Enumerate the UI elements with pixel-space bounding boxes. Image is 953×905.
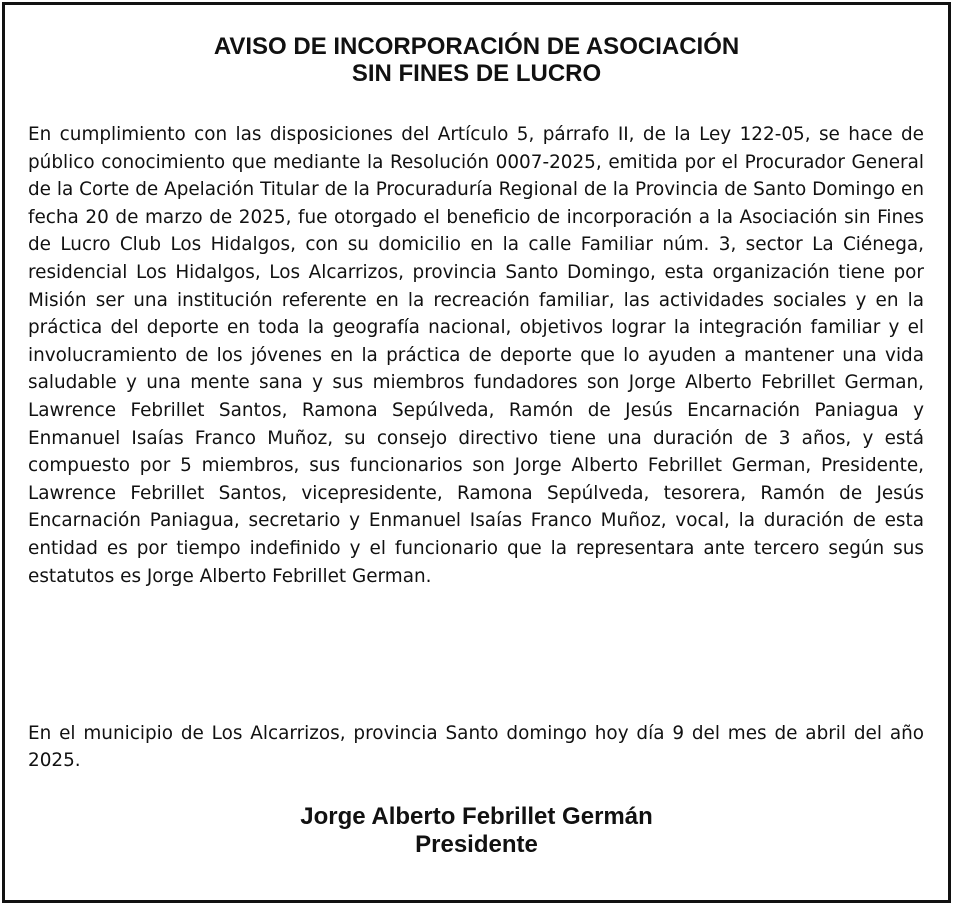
notice-box	[2, 2, 951, 903]
notice-title	[5, 33, 948, 87]
signature-block	[5, 803, 948, 859]
title-line-2: SIN FINES DE LUCRO	[351, 60, 602, 87]
signature-role: Presidente	[415, 831, 538, 858]
notice-date-paragraph: En el municipio de Los Alcarrizos, provincia Santo domingo hoy día 9 del mes de abril del año 2025.	[28, 723, 924, 771]
signature-name: Jorge Alberto Febrillet Germán	[300, 803, 653, 830]
title-line-1: AVISO DE INCORPORACIÓN DE ASOCIACIÓN	[213, 33, 740, 60]
notice-body-paragraph: En cumplimiento con las disposiciones del Artículo 5, párrafo II, de la Ley 122-05, se hace de público conocimiento que mediante la Resolución 0007-2025, emitida por el Procurador General de la Corte de Apelación Titular de la Procuraduría Regional de la Provincia de Santo Domingo en fecha 20 de marzo de 2025, fue otorgado el beneficio de incorporación a la Asociación sin Fines de Lucro Club Los Hidalgos, con su domicilio en la calle Familiar núm. 3, sector La Ciénega, residencial Los Hidalgos, Los Alcarrizos, provincia Santo Domingo, esta organización tiene por Misión ser una institución referente en la recreación familiar, las actividades sociales y en la práctica del deporte en toda la geografía nacional, objetivos lograr la integración familiar y el involucramiento de los jóvenes en la práctica de deporte que lo ayuden a mantener una vida saludable y una mente sana y sus miembros fundadores son Jorge Alberto Febrillet German, Lawrence Febrillet Santos, Ramona Sepúlveda, Ramón de Jesús Encarnación Paniagua y Enmanuel Isaías Franco Muñoz, su consejo directivo tiene una duración de 3 años, y está compuesto por 5 miembros, sus funcionarios son Jorge Alberto Febrillet German, Presidente, Lawrence Febrillet Santos, vicepresidente, Ramona Sepúlveda, tesorera, Ramón de Jesús Encarnación Paniagua, secretario y Enmanuel Isaías Franco Muñoz, vocal, la duración de esta entidad es por tiempo indefinido y el funcionario que la representara ante tercero según sus estatutos es Jorge Alberto Febrillet German.	[28, 124, 924, 587]
